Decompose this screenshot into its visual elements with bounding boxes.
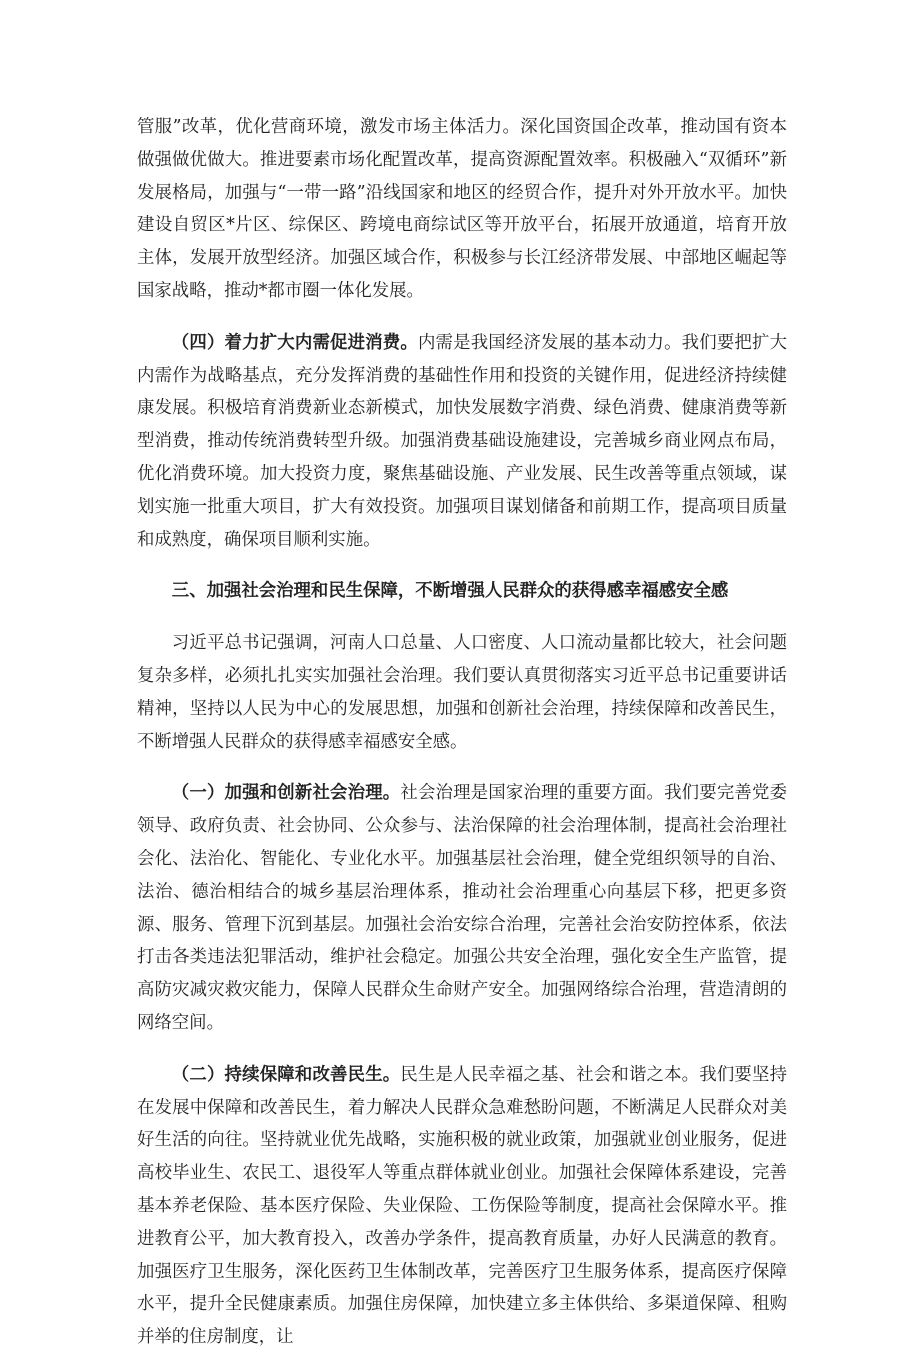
paragraph-gap	[137, 556, 787, 575]
paragraph-lead-heading: （二）持续保障和改善民生。	[171, 1064, 401, 1085]
paragraph-social-governance	[137, 777, 787, 1039]
paragraph-gap	[137, 1040, 787, 1059]
paragraph-text: 内需是我国经济发展的基本动力。我们要把扩大内需作为战略基点，充分发挥消费的基础性作用和投资的关键作用，促进经济持续健康发展。积极培育消费新业态新模式，加快发展数字消费、绿色消费、健康消费等新型消费，推动传统消费转型升级。加强消费基础设施建设，完善城乡商业网点布局，优化消费环境。加大投资力度，聚焦基础设施、产业发展、民生改善等重点领域，谋划实施一批重大项目，扩大有效投资。加强项目谋划储备和前期工作，提高项目质量和成熟度，确保项目顺利实施。	[137, 332, 787, 550]
paragraph-livelihood	[137, 1059, 787, 1354]
paragraph-text: 习近平总书记强调，河南人口总量、人口密度、人口流动量都比较大，社会问题复杂多样，必须扎扎实实加强社会治理。我们要认真贯彻落实习近平总书记重要讲话精神，坚持以人民为中心的发展思想，加强和创新社会治理，持续保障和改善民生，不断增强人民群众的获得感幸福感安全感。	[137, 633, 787, 752]
paragraph-text: 民生是人民幸福之基、社会和谐之本。我们要坚持在发展中保障和改善民生，着力解决人民群众急难愁盼问题，不断满足人民群众对美好生活的向往。坚持就业优先战略，实施积极的就业政策，加强就业创业服务，促进高校毕业生、农民工、退役军人等重点群体就业创业。加强社会保障体系建设，完善基本养老保险、基本医疗保险、失业保险、工伤保险等制度，提高社会保障水平。推进教育公平，加大教育投入，改善办学条件，提高教育质量，办好人民满意的教育。加强医疗卫生服务，深化医药卫生体制改革，完善医疗卫生服务体系，提高医疗保障水平，提升全民健康素质。加强住房保障，加快建立多主体供给、多渠道保障、租购并举的住房制度，让	[137, 1064, 787, 1348]
paragraph-lead-heading: （一）加强和创新社会治理。	[171, 783, 401, 804]
paragraph-gap	[137, 758, 787, 777]
paragraph-gap	[137, 308, 787, 327]
paragraph-lead-heading: （四）着力扩大内需促进消费。	[171, 332, 418, 353]
document-page	[137, 111, 787, 1354]
paragraph-gap	[137, 608, 787, 627]
paragraph-text: 管服”改革，优化营商环境，激发市场主体活力。深化国资国企改革，推动国有资本做强做优做大。推进要素市场化配置改革，提高资源配置效率。积极融入“双循环”新发展格局，加强与“一带一路”沿线国家和地区的经贸合作，提升对外开放水平。加快建设自贸区*片区、综保区、跨境电商综试区等开放平台，拓展开放通道，培育开放主体，发展开放型经济。加强区域合作，积极参与长江经济带发展、中部地区崛起等国家战略，推动*都市圈一体化发展。	[137, 117, 787, 301]
paragraph-text: 社会治理是国家治理的重要方面。我们要完善党委领导、政府负责、社会协同、公众参与、法治保障的社会治理体制，提高社会治理社会化、法治化、智能化、专业化水平。加强基层社会治理，健全党组织领导的自治、法治、德治相结合的城乡基层治理体系，推动社会治理重心向基层下移，把更多资源、服务、管理下沉到基层。加强社会治安综合治理，完善社会治安防控体系，依法打击各类违法犯罪活动，维护社会稳定。加强公共安全治理，强化安全生产监管，提高防灾减灾救灾能力，保障人民群众生命财产安全。加强网络综合治理，营造清朗的网络空间。	[137, 783, 787, 1033]
section-heading: 三、加强社会治理和民生保障，不断增强人民群众的获得感幸福感安全感	[171, 581, 729, 602]
paragraph-section-intro	[137, 627, 787, 758]
paragraph-opening-reform	[137, 111, 787, 308]
paragraph-domestic-demand	[137, 327, 787, 557]
